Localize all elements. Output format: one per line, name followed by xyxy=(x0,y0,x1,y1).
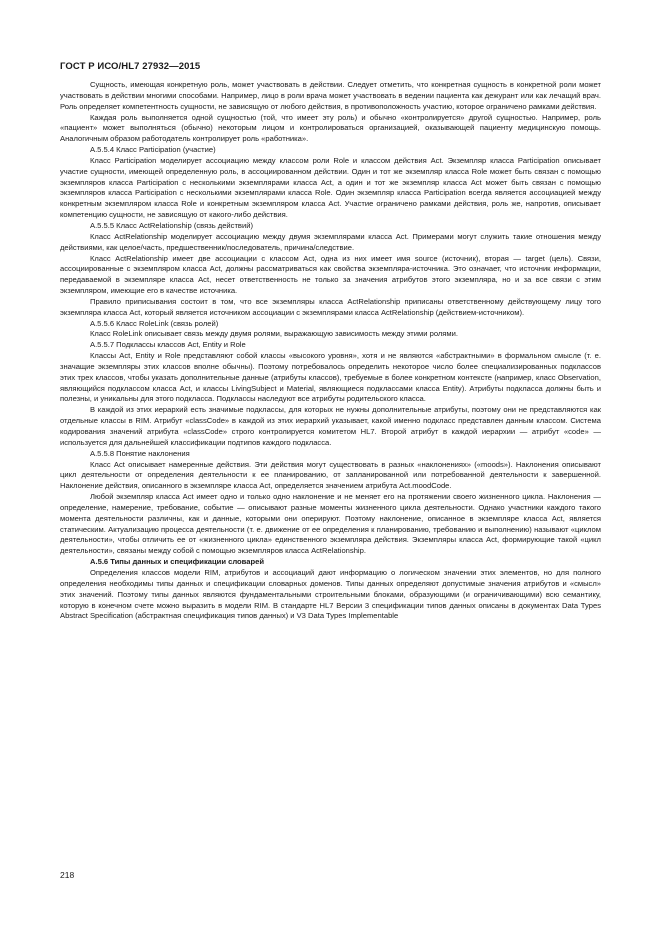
subsection-heading: А.5.5.6 Класс RoleLink (связь ролей) xyxy=(90,318,219,328)
subsection-heading: А.5.5.5 Класс ActRelationship (связь действий) xyxy=(90,220,253,230)
paragraph: Каждая роль выполняется одной сущностью (той, что имеет эту роль) и обычно «контролируется» другой сущностью. Например, роль «пациент» может выполняться (обычно) некоторым лицом и контролироваться организацией, оказывающей пациенту медицинскую помощь. Аналогичным образом работодатель контролирует роль «работника». xyxy=(60,112,601,144)
subsection-heading: А.5.5.8 Понятие наклонения xyxy=(90,448,190,458)
paragraph: В каждой из этих иерархий есть значимые подклассы, для которых не нужны дополнительные атрибуты, поэтому они не представляются как отдельные классы в RIM. Атрибут «classCode» в каждой из этих иерархий указывает, какой именно подкласс представлен данным классом. Система кодирования значений атрибута «classCode» строго контролируется комитетом HL7. Второй атрибут в каждой иерархии — атрибут «code» — используется для дальнейшей классификации подтипов каждого подкласса. xyxy=(60,405,601,447)
section-heading: А.5.6 Типы данных и спецификации словарей xyxy=(90,557,264,567)
paragraph: Правило приписывания состоит в том, что все экземпляры класса ActRelationship приписаны ответственному действующему лицу того экземпляра класса Act, который является источником ассоциации с экземплярами класса ActRelationship (действием-источником). xyxy=(60,296,601,317)
page-number: 218 xyxy=(60,870,75,880)
standard-header: ГОСТ Р ИСО/HL7 27932—2015 xyxy=(60,61,201,72)
paragraph: Класс Act описывает намеренные действия. Эти действия могут существовать в разных «наклонениях» («moods»). Наклонения описывают цикл деятельности от определения деятельности к ее планированию, от запланированной или потребованной деятельности к завершенной. Наклонение действия, описанного в экземпляре класса Act, определяется значением атрибута Act.moodCode. xyxy=(60,459,601,491)
paragraph: Класс ActRelationship моделирует ассоциацию между двумя экземплярами класса Act. Примерами могут служить такие отношения между действиями, как целое/часть, предшественник/последователь, причина/следствие. xyxy=(60,231,601,252)
paragraph: Определения классов модели RIM, атрибутов и ассоциаций дают информацию о логическом значении этих элементов, но для полного определения необходимы типы данных и спецификации словарных доменов. Типы данных определяют допустимые значения атрибутов и «смысл» этих значений. Поэтому типы данных являются фундаментальными строительными блоками, образующими (и ограничивающими) всю семантику, которую в конечном счете можно выразить в модели RIM. В стандарте HL7 Версии 3 спецификации типов данных описаны в документах Data Types Abstract Specification (абстрактная спецификация типов данных) и V3 Data Types Implementable xyxy=(60,567,601,621)
paragraph: Класс Participation моделирует ассоциацию между классом роли Role и классом действия Act. Экземпляр класса Participation описывает участие сущности, имеющей определенную роль, в ассоциированном действии. Один и тот же экземпляр класса Role может быть связан с помощью экземпляров класса Participation с несколькими экземплярами класса Act, а один и тот же экземпляр класса Act может быть связан с помощью экземпляров класса Participation с несколькими экземплярами класса Role. Один экземпляр класса Participation всегда является ассоциацией между конкретным экземпляром класса Role и конкретным экземпляром класса Act. Участие ограничено рамками действия, роль же, напротив, описывает компетенцию сущности, не зависящую от какого-либо действия. xyxy=(60,155,601,220)
body-text xyxy=(60,80,601,622)
paragraph: Сущность, имеющая конкретную роль, может участвовать в действии. Следует отметить, что конкретная сущность в конкретной роли может участвовать в действии многими способами. Например, лицо в роли врача может участвовать в ведении пациента как дежурант или как лечащий врач. Роль определяет компетентность сущности, не зависящую от любого действия, в противоположность участию, которое ограничено рамками действия. xyxy=(60,80,601,111)
paragraph: Классы Act, Entity и Role представляют собой классы «высокого уровня», хотя и не являются «абстрактными» в формальном смысле (т. е. значащие экземпляры этих классов вполне обычны). Поэтому потребовалось определить некоторое число более специализированных подклассов этих трех классов, чтобы указать дополнительные данные (атрибуты классов), требуемые в более конкретном контексте (например, класс Observation, являющийся подклассом класса Act, и классы LivingSubject и Material, являющиеся подклассами класса Entity). Атрибуты подкласса должны быть и полезны, и уникальны для этого подкласса. Подклассы наследуют все атрибуты родительского класса. xyxy=(60,351,601,404)
subsection-heading: А.5.5.7 Подклассы классов Act, Entity и Role xyxy=(90,340,246,350)
paragraph: Класс ActRelationship имеет две ассоциации с классом Act, одна из них имеет имя source (источник), вторая — target (цель). Связи, ассоциированные с экземпляром класса Act, должны рассматриваться как свойства экземпляра-источника. Это означает, что источник информации, передаваемой в экземпляре класса Act, несет ответственность не только за значения атрибутов этого экземпляра, но и за все связи с этим экземпляром, имеющие его в качестве источника. xyxy=(60,253,601,296)
paragraph: Любой экземпляр класса Act имеет одно и только одно наклонение и не меняет его на протяжении своего жизненного цикла. Наклонения — определение, намерение, требование, событие — описывают разные моменты жизненного цикла деятельности. Однако участники каждого такого момента деятельности различны, как и данные, которыми они оперируют. Поэтому наклонение, описанное в экземпляре класса Act, является статическим. Актуализацию процесса деятельности (т. е. движение от ее определения к планированию, требованию и выполнению) называют «циклом деятельности», чтобы отличить ее от «жизненного цикла» единственного экземпляра действия. Экземпляры класса Act, формирующие такой «цикл деятельности», связаны между собой с помощью экземпляров класса ActRelationship. xyxy=(60,492,601,556)
subsection-heading: А.5.5.4 Класс Participation (участие) xyxy=(90,145,216,155)
paragraph: Класс RoleLink описывает связь между двумя ролями, выражающую зависимость между этими ролями. xyxy=(90,329,458,339)
